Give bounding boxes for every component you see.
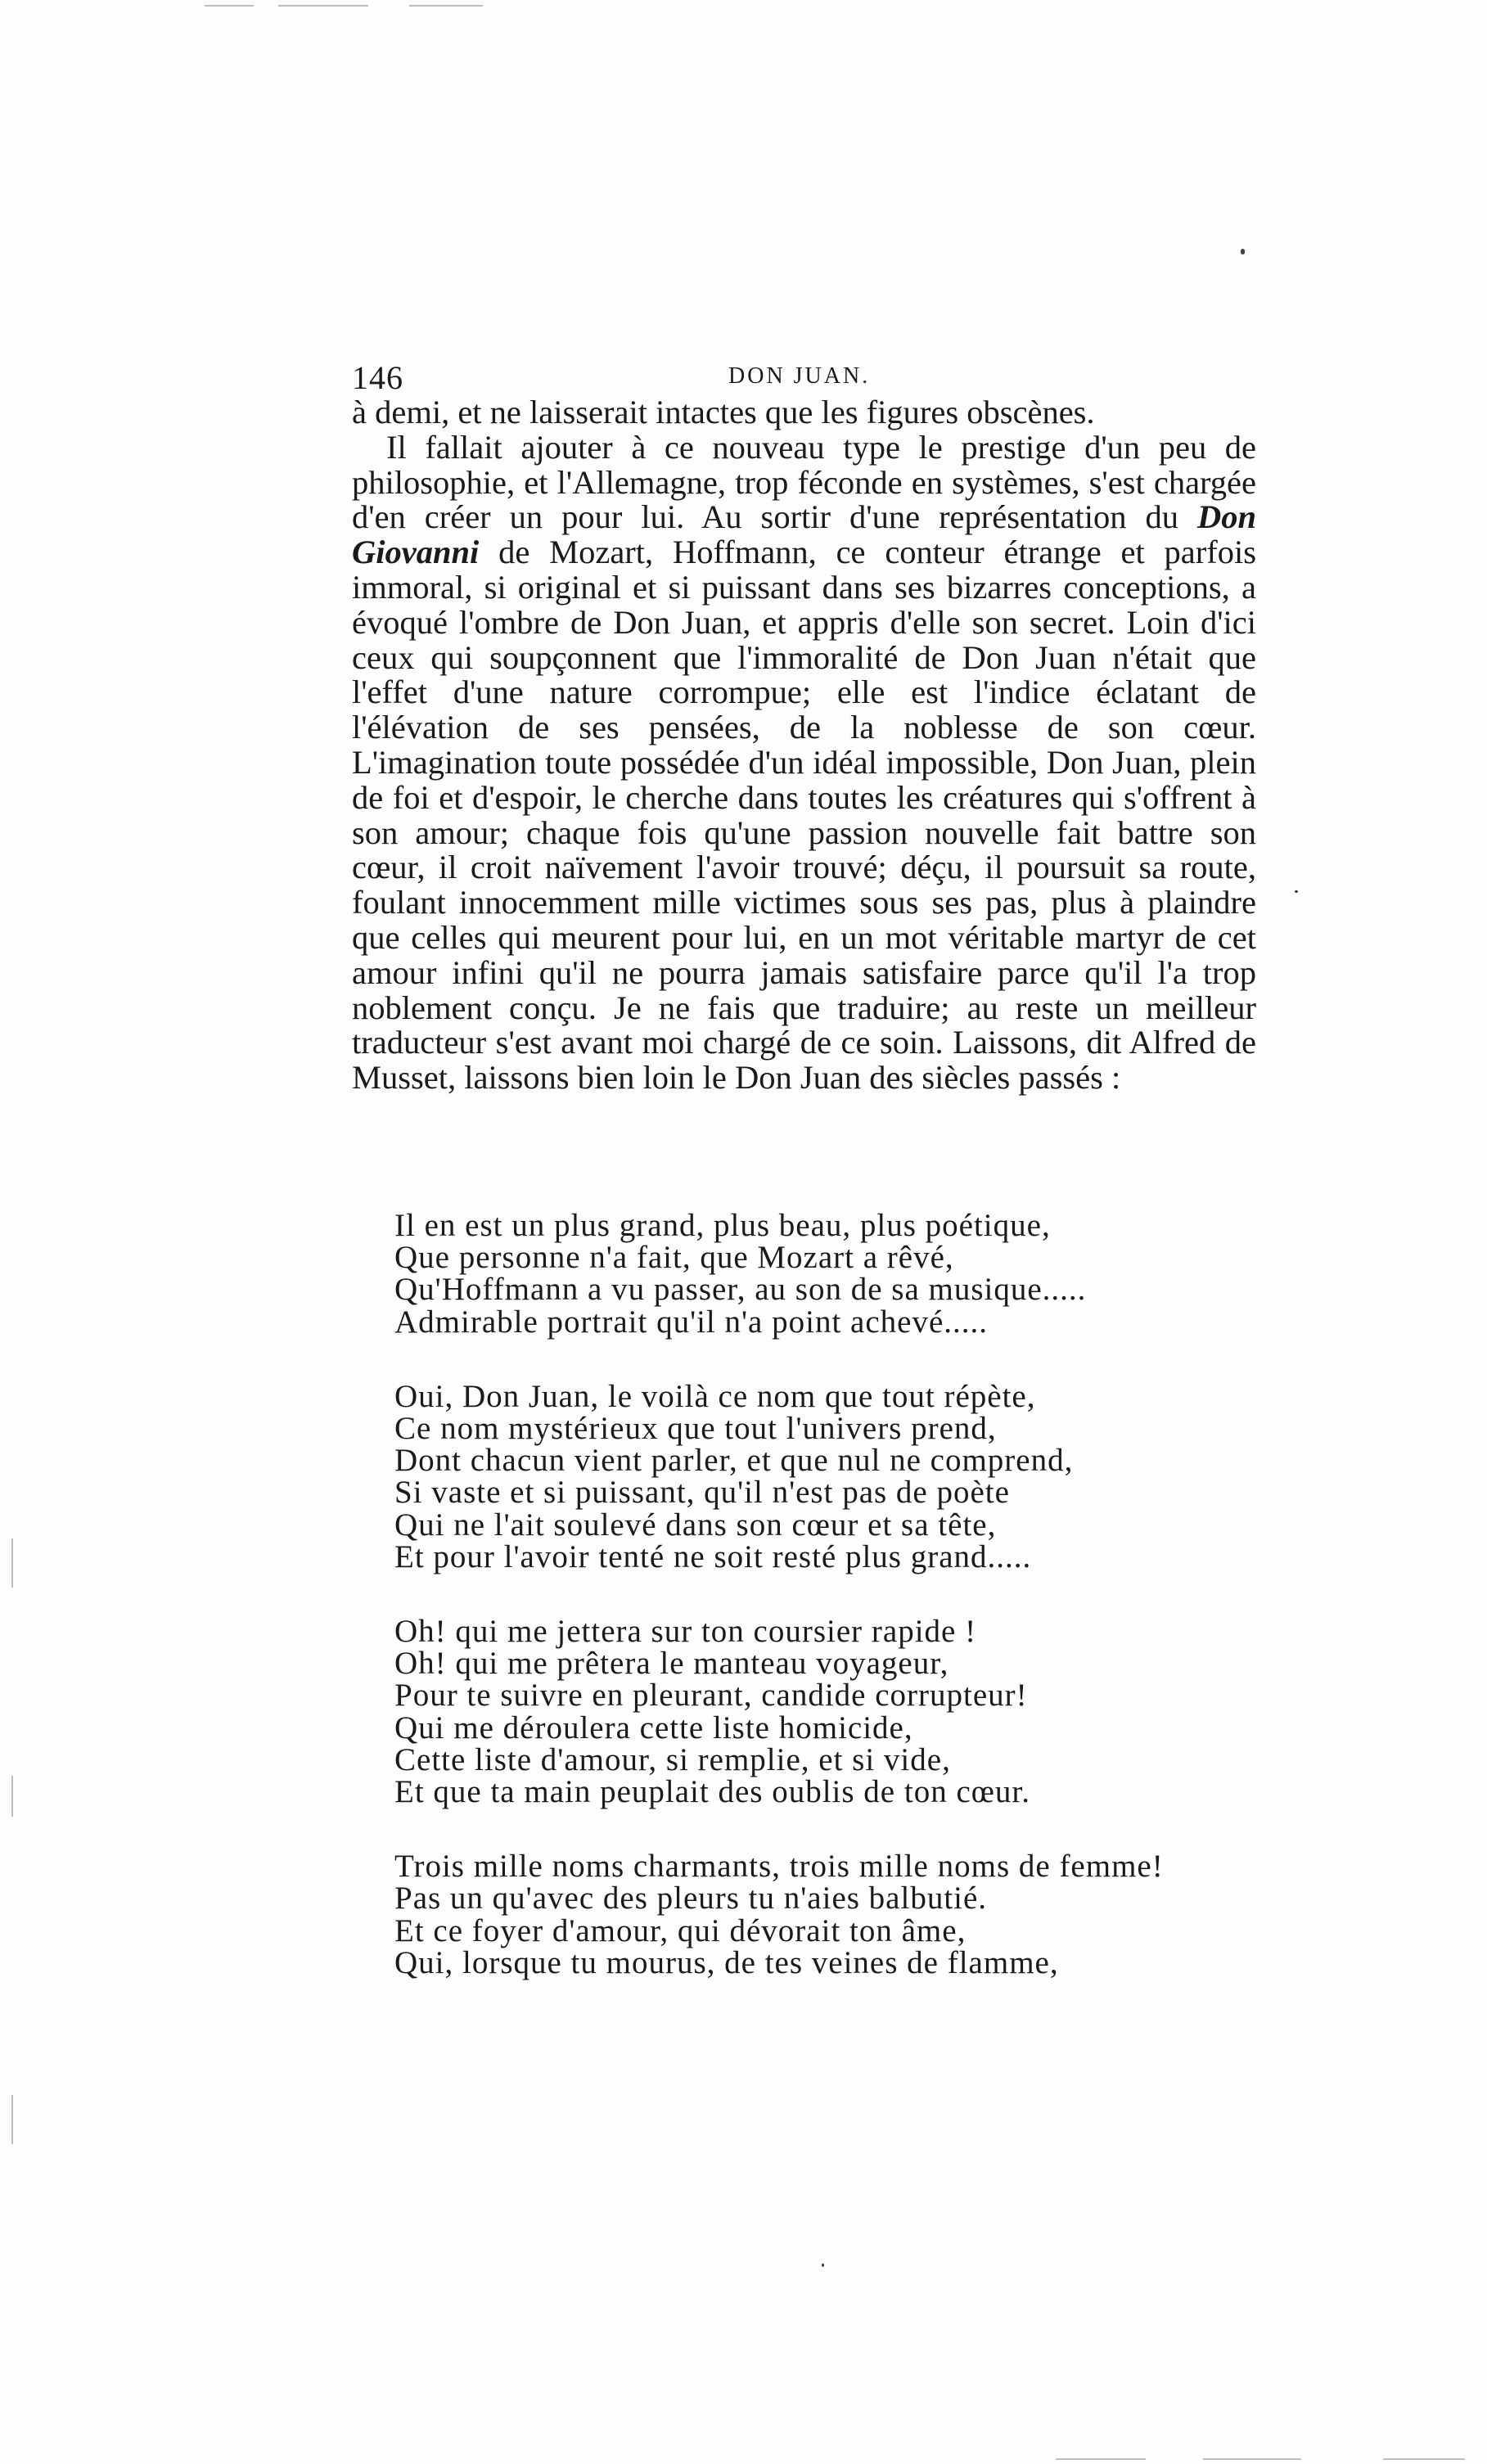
verse-line: Oui, Don Juan, le voilà ce nom que tout répète, xyxy=(394,1378,1036,1414)
stanza-2 xyxy=(394,1378,1327,1574)
verse-line: Admirable portrait qu'il n'a point achevé..... xyxy=(394,1304,989,1340)
ink-speck xyxy=(1241,249,1245,255)
verse-line: Si vaste et si puissant, qu'il n'est pas de poète xyxy=(394,1475,1010,1511)
bottom-edge-mark xyxy=(1383,2458,1465,2460)
verse-line: Qu'Hoffmann a vu passer, au son de sa musique..... xyxy=(394,1272,1087,1308)
left-edge-mark xyxy=(11,1776,13,1817)
bottom-edge-mark xyxy=(1056,2458,1146,2460)
prose-body xyxy=(352,395,1256,1096)
bottom-edge-mark xyxy=(1203,2458,1301,2460)
left-edge-mark xyxy=(11,2095,13,2144)
verse-line: Dont chacun vient parler, et que nul ne comprend, xyxy=(394,1443,1074,1479)
verse-line: Et ce foyer d'amour, qui dévorait ton âme, xyxy=(394,1912,967,1948)
verse-line: Et que ta main peuplait des oublis de ton cœur. xyxy=(394,1774,1031,1810)
page-number: 146 xyxy=(352,359,403,396)
verse-line: Et pour l'avoir tenté ne soit resté plus grand..... xyxy=(394,1538,1032,1574)
verse-line: Oh! qui me jettera sur ton coursier rapide ! xyxy=(394,1614,977,1650)
paragraph xyxy=(352,430,1256,1096)
verse-line: Que personne n'a fait, que Mozart a rêvé, xyxy=(394,1240,954,1276)
ink-speck xyxy=(1295,890,1298,893)
verse-line: Qui me déroulera cette liste homicide, xyxy=(394,1709,913,1746)
stanza-1 xyxy=(394,1209,1327,1338)
paragraph-continuation: à demi, et ne laisserait intactes que les figures obscènes. xyxy=(352,394,1095,430)
opera-title: Don Giovanni xyxy=(352,498,1256,571)
verse-line: Pas un qu'avec des pleurs tu n'aies balbutié. xyxy=(394,1881,988,1917)
top-edge-mark xyxy=(205,5,254,7)
verse-line: Ce nom mystérieux que tout l'univers prend, xyxy=(394,1411,997,1447)
paragraph-text: de Mozart, Hoffmann, ce conteur étrange et parfois immoral, si original et si puissant dans ses bizarres conceptions, a évoqué l'ombre de Don Juan, et appris d'elle son secret. Loin d'ici ceux qui soupçonnent que l'immoralité de Don Juan n'était que l'effet d'une nature corrompue; elle est l'indice éclatant de l'élévation de ses pensées, de la noblesse de son cœur. L'imagination toute possédée d'un idéal impossible, Don Juan, plein de foi et d'espoir, le cherche dans toutes les créatures qui s'offrent à son amour; chaque fois qu'une passion nouvelle fait battre son cœur, il croit naïvement l'avoir trouvé; déçu, il poursuit sa route, foulant innocemment mille victimes sous ses pas, plus à plaindre que celles qui meurent pour lui, en un mot véritable martyr de cet amour infini qu'il ne pourra jamais satisfaire parce qu'il l'a trop noblement conçu. Je ne fais que traduire; au reste un meilleur traducteur s'est avant moi chargé de ce soin. Laissons, dit Alfred de Musset, laissons bien loin le Don Juan des siècles passés : xyxy=(352,534,1256,1097)
verse-line: Cette liste d'amour, si remplie, et si vide, xyxy=(394,1741,951,1777)
poem-quotation xyxy=(394,1209,1327,2021)
stanza-4 xyxy=(394,1850,1327,1979)
verse-line: Trois mille noms charmants, trois mille noms de femme! xyxy=(394,1849,1164,1885)
ink-speck xyxy=(822,2264,824,2267)
verse-line: Oh! qui me prêtera le manteau voyageur, xyxy=(394,1646,949,1682)
verse-line: Pour te suivre en pleurant, candide corrupteur! xyxy=(394,1678,1028,1714)
verse-line: Il en est un plus grand, plus beau, plus poétique, xyxy=(394,1208,1051,1243)
stanza-3 xyxy=(394,1615,1327,1808)
running-title: DON JUAN. xyxy=(728,363,871,389)
verse-line: Qui ne l'ait soulevé dans son cœur et sa tête, xyxy=(394,1507,997,1543)
verse-line: Qui, lorsque tu mourus, de tes veines de flamme, xyxy=(394,1944,1059,1980)
left-edge-mark xyxy=(11,1538,13,1588)
top-edge-mark xyxy=(409,5,483,7)
top-edge-mark xyxy=(278,5,368,7)
paragraph-text: Il fallait ajouter à ce nouveau type le prestige d'un peu de philosophie, et l'Allemagne, trop féconde en systèmes, s'est chargée d'en créer un pour lui. Au sortir d'une représentation du xyxy=(352,428,1256,536)
